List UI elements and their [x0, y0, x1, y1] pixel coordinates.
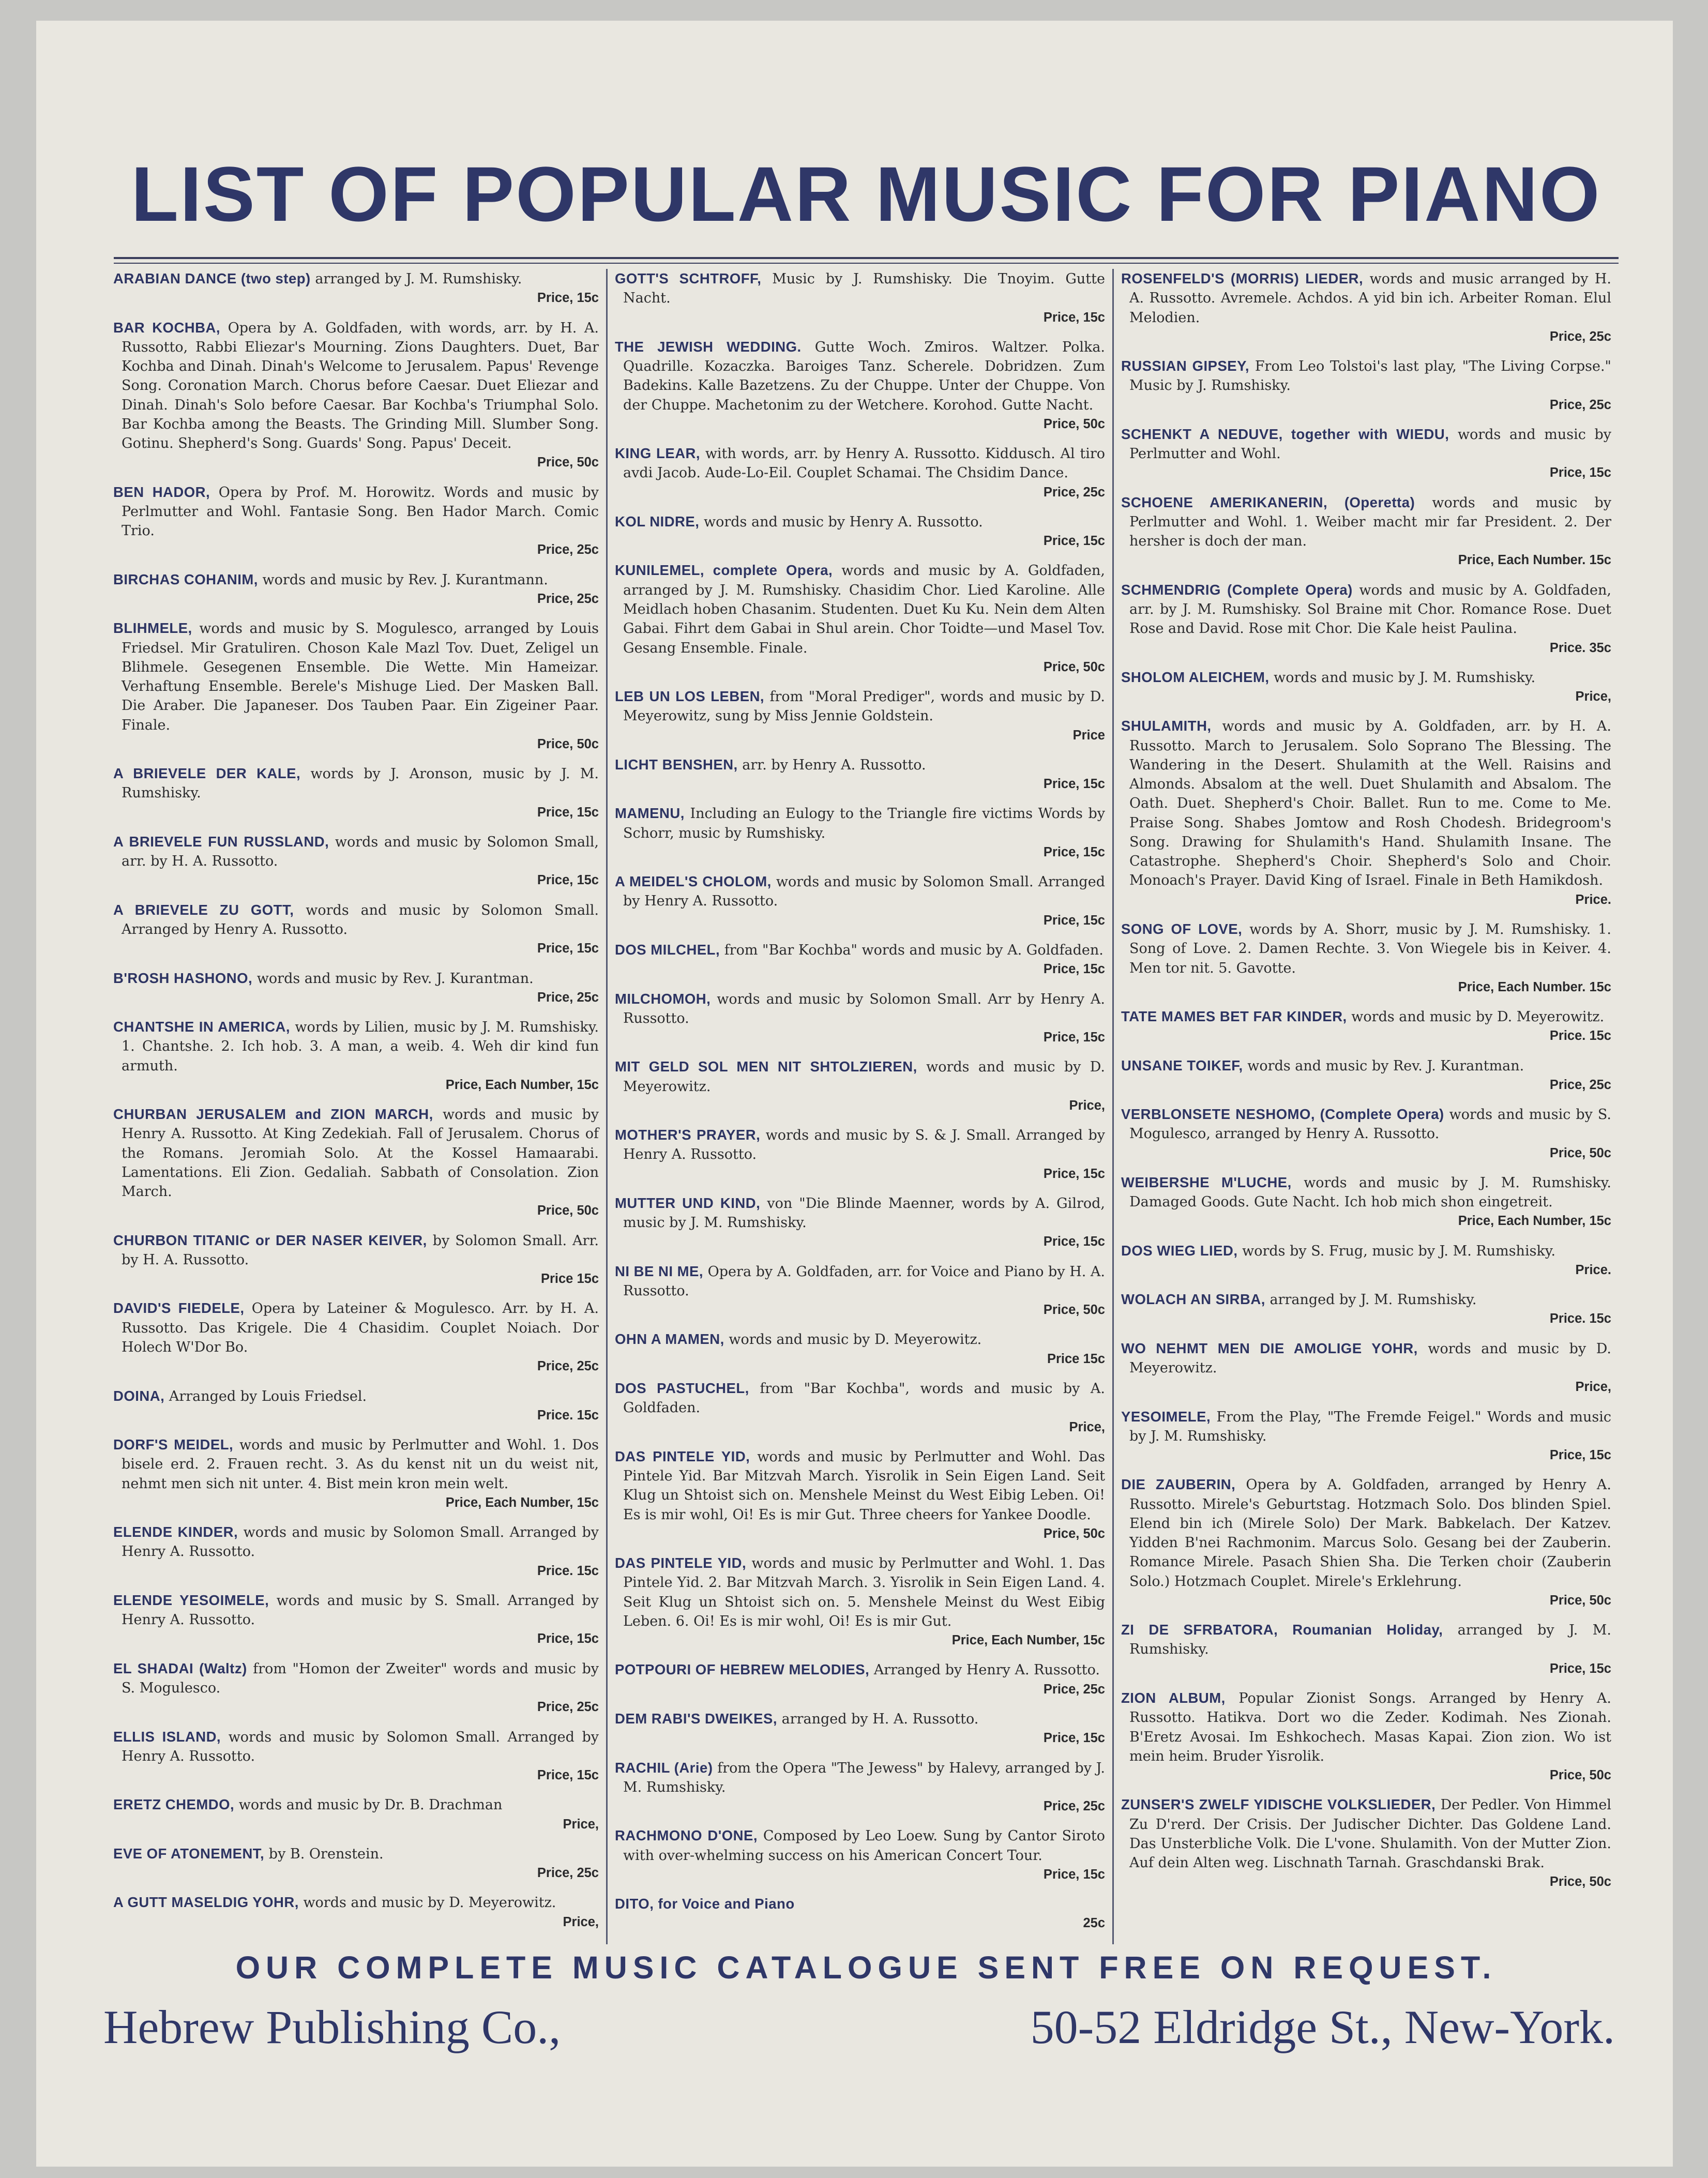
entry-price: Price, 25c: [1043, 1799, 1105, 1814]
entry-description: arr. by Henry A. Russotto.: [742, 757, 926, 773]
entry-price: Price, Each Number. 15c: [1458, 553, 1611, 568]
music-entry: [1121, 919, 1611, 997]
entry-price: Price, Each Number, 15c: [445, 1495, 599, 1510]
entry-price: Price. 15c: [537, 1408, 599, 1423]
music-entry: [615, 1125, 1105, 1184]
entry-description: von "Die Blinde Maenner, words by A. Gilrod, music by J. M. Rumshisky.: [623, 1195, 1105, 1231]
entry-title: MAMENU,: [615, 805, 685, 822]
entry-description: arranged by H. A. Russotto.: [781, 1711, 979, 1727]
entry-price: Price,: [563, 1817, 599, 1832]
entry-price: Price, 25c: [1043, 485, 1105, 500]
music-entry: [1121, 1795, 1611, 1892]
entry-price: Price, 15c: [1043, 1867, 1105, 1882]
entry-title: MILCHOMOH,: [615, 990, 711, 1007]
music-entry: [113, 1795, 599, 1834]
entry-price: Price, 15c: [1043, 844, 1105, 859]
entry-description: words and music by D. Meyerowitz.: [303, 1895, 556, 1911]
entry-description: words and music by A. Goldfaden, arr. by H. A. Russotto. March to Jerusalem. Solo Soprano The Blessing. The Wandering in the Desert. Shulamith at the Well. Raisins and Almonds. Absalom at the well. Duet Shulamith and Absalom. The Oath. Duet. Shepherd's Choir. Ballet. Run to me. Come to Me. Praise Song. Shabes Jomtow and Rosh Chodesh. Bridegroom's Song. Drawing for Shulamith's Hand. Shulamith Insane. The Catastrophe. Shepherd's Choir. Shepherd's Solo and Choir. Monoach's Prayer. David King of Israel. Finale in Beth Hamikdosh.: [1129, 718, 1611, 889]
music-entry: [615, 687, 1105, 745]
music-entry: [113, 1231, 599, 1289]
entry-description: From Leo Tolstoi's last play, "The Living Corpse." Music by J. Rumshisky.: [1129, 358, 1611, 394]
column-1: [106, 269, 606, 1944]
music-entry: [113, 1298, 599, 1376]
entry-title: VERBLONSETE NESHOMO, (Complete Opera): [1121, 1106, 1444, 1123]
music-entry: [113, 1844, 599, 1883]
entry-description: words and music by Solomon Small. Arranged by Henry A. Russotto.: [122, 1524, 599, 1560]
entry-price: Price, 25c: [1549, 329, 1611, 344]
entry-price: Price, 15c: [1549, 465, 1611, 480]
entry-price: Price, Each Number. 15c: [1458, 979, 1611, 994]
entry-description: words and music by D. Meyerowitz.: [729, 1332, 982, 1348]
entry-price: Price, 15c: [1549, 1448, 1611, 1463]
entry-title: EVE OF ATONEMENT,: [113, 1845, 265, 1862]
entry-price: Price, Each Number, 15c: [1458, 1214, 1611, 1229]
entry-title: SCHMENDRIG (Complete Opera): [1121, 581, 1353, 598]
entry-description: words and music by Henry A. Russotto.: [704, 513, 983, 530]
entry-description: Gutte Woch. Zmiros. Waltzer. Polka. Quadrille. Kozaczka. Baroiges Tanz. Scherele. Dobridzen. Zum Badekins. Kalle Bazetzens. Zu der Chuppe. Unter der Chuppe. Von der Chuppe. Machetonim zu der Wetchere. Korohod. Gutte Nacht.: [623, 339, 1105, 413]
entry-title: DEM RABI'S DWEIKES,: [615, 1711, 777, 1727]
entry-title: BEN HADOR,: [113, 483, 210, 500]
entry-description: Opera by Prof. M. Horowitz. Words and music by Perlmutter and Wohl. Fantasie Song. Ben Hador March. Comic Trio.: [122, 484, 599, 539]
entry-description: Including an Eulogy to the Triangle fire victims Words by Schorr, music by Rumshisky.: [623, 806, 1105, 841]
entry-title: DOS PASTUCHEL,: [615, 1380, 749, 1397]
entry-description: Popular Zionist Songs. Arranged by Henry A. Russotto. Hatikva. Dort wo die Zeder. Kodimah. Nes Zionah. B'Eretz Avosai. Im Eshkochech. Masas Kapai. Zion zion. Wo ist mein heim. Bruder Yisrolik.: [1129, 1690, 1611, 1764]
entry-price: Price, 15c: [1043, 1166, 1105, 1181]
entry-price: Price, 25c: [537, 1359, 599, 1374]
entry-title: RACHMONO D'ONE,: [615, 1827, 758, 1844]
entry-price: Price, 25c: [537, 1700, 599, 1715]
music-entry: [1121, 716, 1611, 910]
entry-price: Price, 50c: [1043, 659, 1105, 674]
entry-description: words and music by Perlmutter and Wohl. 1. Das Pintele Yid. 2. Bar Mitzvah March. 3. Yisrolik in Sein Eigen Land. 4. Seit Klug un Shtoist sich on. 5. Menshele Meinst du West Eibig Leben. 6. Oi! Es is mir wohl, Oi! Es is mir Gut.: [623, 1555, 1105, 1629]
entry-price: Price,: [1575, 689, 1611, 704]
entry-description: words and music by Solomon Small. Arr by Henry A. Russotto.: [623, 991, 1105, 1026]
entry-description: words and music by S. Mogulesco, arranged by Louis Friedsel. Mir Gratuliren. Choson Kale Mazl Tov. Duet, Zeligel un Blihmele. Gesegenen Ensemble. Die Wette. Min Hameizar. Verhaftung Ensemble. Berele's Mishuge Lied. Der Masken Ball. Die Araber. Die Japaneser. Dos Tauben Paar. Ein Zigeiner Paar. Finale.: [122, 621, 599, 733]
entry-description: words and music by Rev. J. Kurantman.: [256, 970, 534, 987]
entry-price: Price, 25c: [1549, 1077, 1611, 1092]
music-entry: [615, 1447, 1105, 1544]
entry-title: DOS MILCHEL,: [615, 941, 720, 958]
entry-title: CHURBON TITANIC or DER NASER KEIVER,: [113, 1232, 427, 1248]
music-entry: [113, 1522, 599, 1581]
entry-price: Price, 15c: [537, 291, 599, 306]
music-entry: [615, 512, 1105, 551]
entry-price: Price, 25c: [537, 591, 599, 606]
entry-title: THE JEWISH WEDDING.: [615, 338, 802, 355]
music-entry: [615, 1826, 1105, 1884]
music-entry: [615, 940, 1105, 979]
entry-price: Price, 50c: [1043, 1303, 1105, 1318]
entry-title: ELENDE KINDER,: [113, 1524, 238, 1540]
title-rule-top: [114, 257, 1619, 259]
entry-price: Price, Each Number, 15c: [951, 1633, 1105, 1648]
entry-title: MUTTER UND KIND,: [615, 1194, 761, 1211]
music-entry: [615, 1894, 1105, 1933]
entry-price: Price. 35c: [1549, 640, 1611, 655]
entry-title: ROSENFELD'S (MORRIS) LIEDER,: [1121, 270, 1364, 286]
entry-title: WEIBERSHE M'LUCHE,: [1121, 1174, 1292, 1190]
entry-title: SONG OF LOVE,: [1121, 920, 1243, 937]
entry-title: ZI DE SFRBATORA, Roumanian Holiday,: [1121, 1622, 1443, 1638]
entry-title: A BRIEVELE FUN RUSSLAND,: [113, 833, 329, 850]
entry-title: DOINA,: [113, 1387, 165, 1404]
entry-title: MOTHER'S PRAYER,: [615, 1127, 761, 1143]
entry-title: DAS PINTELE YID,: [615, 1448, 750, 1464]
music-entry: [1121, 1241, 1611, 1280]
entry-title: A MEIDEL'S CHOLOM,: [615, 873, 772, 890]
entry-description: Music by J. Rumshisky. Die Tnoyim. Gutte Nacht.: [623, 271, 1105, 307]
music-entry: [113, 570, 599, 609]
music-entry: [1121, 425, 1611, 483]
publisher-address: 50-52 Eldridge St., New-York.: [1030, 2001, 1615, 2053]
music-entry: [615, 872, 1105, 930]
entry-description: words and music by D. Meyerowitz.: [1351, 1009, 1605, 1025]
entry-title: DORF'S MEIDEL,: [113, 1436, 234, 1453]
entry-title: SCHOENE AMERIKANERIN, (Operetta): [1121, 494, 1415, 510]
entry-title: BLIHMELE,: [113, 620, 192, 637]
entry-title: WOLACH AN SIRBA,: [1121, 1291, 1265, 1308]
entry-title: A BRIEVELE DER KALE,: [113, 765, 301, 782]
entry-description: words and music by Dr. B. Drachman: [238, 1797, 503, 1813]
entry-description: Composed by Leo Loew. Sung by Cantor Siroto with over-whelming success on his American Concert Tour.: [623, 1828, 1105, 1864]
entry-title: DAVID'S FIEDELE,: [113, 1300, 245, 1317]
catalogue-note: OUR COMPLETE MUSIC CATALOGUE SENT FREE ON REQUEST.: [235, 1950, 1497, 1985]
entry-title: DIE ZAUBERIN,: [1121, 1476, 1236, 1493]
music-entry: [113, 1727, 599, 1786]
entry-title: DAS PINTELE YID,: [615, 1555, 747, 1571]
entry-price: Price, 25c: [537, 990, 599, 1005]
entry-description: From the Play, "The Fremde Feigel." Words and music by J. M. Rumshisky.: [1129, 1409, 1611, 1444]
entry-price: Price: [1072, 728, 1105, 743]
music-list-columns: [106, 269, 1619, 1944]
entry-title: DOS WIEG LIED,: [1121, 1242, 1238, 1259]
entry-price: Price, 50c: [1043, 1526, 1105, 1541]
entry-price: Price.: [1575, 1262, 1611, 1277]
music-entry: [615, 989, 1105, 1048]
music-entry: [1121, 580, 1611, 658]
entry-price: Price, 50c: [1549, 1768, 1611, 1783]
music-entry: [113, 1386, 599, 1426]
entry-description: arranged by J. M. Rumshisky.: [1129, 1622, 1611, 1658]
music-entry: [1121, 1290, 1611, 1329]
entry-price: Price, 50c: [1549, 1145, 1611, 1160]
entry-price: Price, 15c: [1043, 1030, 1105, 1045]
music-entry: [1121, 1007, 1611, 1046]
music-entry: [113, 1105, 599, 1221]
entry-title: A GUTT MASELDIG YOHR,: [113, 1894, 299, 1911]
entry-description: Opera by Lateiner & Mogulesco. Arr. by H. A. Russotto. Das Krigele. Die 4 Chasidim. Couplet Noiach. Dor Holech W'Dor Bo.: [122, 1300, 599, 1356]
entry-description: words and music arranged by H. A. Russotto. Avremele. Achdos. A yid bin ich. Arbeiter Roman. Elul Melodien.: [1129, 271, 1611, 326]
entry-price: Price, 50c: [1549, 1593, 1611, 1608]
entry-description: Arranged by Henry A. Russotto.: [873, 1662, 1100, 1678]
entry-price: Price, 50c: [537, 736, 599, 751]
entry-price: Price, Each Number, 15c: [445, 1077, 599, 1092]
entry-description: words and music by S. Mogulesco, arranged by Henry A. Russotto.: [1129, 1107, 1611, 1142]
music-entry: [113, 318, 599, 473]
entry-title: KOL NIDRE,: [615, 513, 700, 530]
music-entry: [615, 1193, 1105, 1252]
music-entry: [113, 764, 599, 822]
entry-description: words and music by Henry A. Russotto. At King Zedekiah. Fall of Jerusalem. Chorus of the Romans. Jeromiah Solo. At the Kossel Hamaarabi. Lamentations. Eli Zion. Gedaliah. Sabbath of Consolation. Zion March.: [122, 1107, 599, 1200]
entry-description: words and music by Solomon Small. Arranged by Henry A. Russotto.: [623, 874, 1105, 910]
music-entry: [615, 1329, 1105, 1369]
entry-price: Price, 15c: [1043, 1731, 1105, 1746]
entry-price: Price. 15c: [1549, 1311, 1611, 1326]
music-entry: [615, 1379, 1105, 1437]
entry-title: BAR KOCHBA,: [113, 319, 221, 336]
entry-description: with words, arr. by Henry A. Russotto. Kiddusch. Al tiro avdi Jacob. Aude-Lo-Eil. Couplet Schamai. The Chsidim Dance.: [623, 446, 1105, 481]
entry-description: words and music by J. M. Rumshisky. Damaged Goods. Gute Nacht. Ich hob mich shon eingetreit.: [1129, 1174, 1611, 1211]
music-entry: [615, 1553, 1105, 1650]
music-entry: [1121, 668, 1611, 707]
entry-title: TATE MAMES BET FAR KINDER,: [1121, 1008, 1347, 1025]
entry-price: Price, 15c: [537, 873, 599, 888]
entry-title: LEB UN LOS LEBEN,: [615, 688, 765, 705]
entry-title: A BRIEVELE ZU GOTT,: [113, 901, 294, 918]
entry-description: words and music by Solomon Small, arr. by H. A. Russotto.: [122, 834, 599, 870]
entry-title: KUNILEMEL, complete Opera,: [615, 562, 833, 579]
music-entry: [1121, 1173, 1611, 1231]
entry-description: arranged by J. M. Rumshisky.: [315, 271, 522, 287]
entry-price: 25c: [1083, 1916, 1105, 1931]
entry-description: words and music by Rev. J. Kurantman.: [1247, 1057, 1524, 1074]
entry-title: DITO, for Voice and Piano: [615, 1896, 795, 1912]
music-entry: [113, 900, 599, 959]
music-entry: [113, 969, 599, 1008]
entry-price: Price, 15c: [537, 1768, 599, 1783]
entry-price: Price,: [1069, 1098, 1105, 1113]
entry-price: Price, 50c: [537, 455, 599, 470]
entry-title: CHURBAN JERUSALEM and ZION MARCH,: [113, 1106, 433, 1123]
entry-description: from "Bar Kochba", words and music by A. Goldfaden.: [623, 1381, 1105, 1416]
column-2: [608, 269, 1112, 1944]
entry-description: words and music by D. Meyerowitz.: [623, 1059, 1105, 1095]
entry-description: words and music by Perlmutter and Wohl. Das Pintele Yid. Bar Mitzvah March. Yisrolik in Sein Eigen Land. Seit Klug un Shtoist sich on. Menshele Meinst du West Eibig Leben. Oi! Es is mir wohl, Oi! Es is mir Gut. Three cheers for Yankee Doodle.: [623, 1448, 1106, 1523]
music-entry: [113, 1659, 599, 1717]
entry-price: Price.: [1575, 892, 1611, 907]
entry-title: GOTT'S SCHTROFF,: [615, 270, 762, 286]
music-entry: [615, 1709, 1105, 1748]
entry-price: Price, 15c: [1043, 310, 1105, 325]
entry-title: ZION ALBUM,: [1121, 1690, 1226, 1706]
music-entry: [113, 1893, 599, 1932]
music-entry: [113, 269, 599, 308]
entry-price: Price, 15c: [1043, 777, 1105, 792]
entry-description: Der Pedler. Von Himmel Zu D'rerd. Der Crisis. Der Judischer Dichter. Das Goldene Land. Das Unsterbliche Volk. Die L'vone. Shulamith. Von der Mutter Zion. Auf dein Alten weg. Lischnath Tarnah. Graschdanski Brak.: [1129, 1797, 1611, 1871]
music-entry: [1121, 1056, 1611, 1095]
publisher-name: Hebrew Publishing Co.,: [103, 2001, 561, 2053]
entry-description: from "Bar Kochba" words and music by A. Goldfaden.: [724, 942, 1104, 958]
entry-description: words and music by Perlmutter and Wohl. 1. Weiber macht mir far President. 2. Der hersher is doch der man.: [1129, 494, 1611, 550]
music-entry: [1121, 1620, 1611, 1678]
entry-title: WO NEHMT MEN DIE AMOLIGE YOHR,: [1121, 1340, 1418, 1356]
entry-description: from "Homon der Zweiter" words and music by S. Mogulesco.: [122, 1660, 599, 1696]
music-entry: [615, 337, 1105, 434]
entry-price: Price, 25c: [537, 542, 599, 557]
entry-description: words by A. Shorr, music by J. M. Rumshisky. 1. Song of Love. 2. Damen Rechte. 3. Von Wiegele bis in Keiver. 4. Men tor nit. 5. Gavotte.: [1129, 921, 1611, 976]
entry-price: Price, 15c: [1043, 962, 1105, 977]
entry-price: Price,: [1575, 1380, 1611, 1395]
music-entry: [615, 1660, 1105, 1699]
music-entry: [615, 444, 1105, 502]
entry-description: words and music by Solomon Small. Arranged by Henry A. Russotto.: [122, 1729, 599, 1764]
music-entry: [615, 561, 1105, 677]
entry-title: EL SHADAI (Waltz): [113, 1660, 247, 1676]
entry-description: words and music by S. & J. Small. Arranged by Henry A. Russotto.: [623, 1127, 1105, 1163]
entry-description: from "Moral Prediger", words and music by D. Meyerowitz, sung by Miss Jennie Goldstein.: [623, 689, 1105, 724]
entry-price: Price, 15c: [1043, 913, 1105, 928]
entry-title: KING LEAR,: [615, 445, 701, 462]
entry-title: POTPOURI OF HEBREW MELODIES,: [615, 1661, 870, 1678]
music-entry: [113, 482, 599, 560]
title-rule-bottom: [114, 263, 1619, 264]
entry-price: Price, 50c: [1043, 416, 1105, 431]
music-entry: [113, 832, 599, 890]
entry-description: words by J. Aronson, music by J. M. Rumshisky.: [122, 766, 599, 801]
music-entry: [113, 1435, 599, 1513]
entry-description: words and music by Perlmutter and Wohl.: [1129, 426, 1611, 462]
entry-price: Price, 15c: [1043, 1234, 1105, 1249]
entry-price: Price, 15c: [1043, 534, 1105, 549]
entry-title: OHN A MAMEN,: [615, 1331, 724, 1348]
entry-title: SCHENKT A NEDUVE, together with WIEDU,: [1121, 426, 1449, 442]
entry-title: B'ROSH HASHONO,: [113, 970, 253, 986]
music-entry: [113, 618, 599, 754]
entry-price: Price. 15c: [537, 1563, 599, 1578]
music-entry: [1121, 356, 1611, 415]
entry-price: Price, 15c: [537, 941, 599, 956]
entry-price: Price,: [1069, 1419, 1105, 1434]
music-entry: [1121, 1105, 1611, 1163]
music-entry: [1121, 493, 1611, 570]
entry-title: ELLIS ISLAND,: [113, 1728, 221, 1745]
page-title: LIST OF POPULAR MUSIC FOR PIANO: [131, 150, 1601, 237]
entry-description: words and music by J. M. Rumshisky.: [1274, 669, 1536, 686]
entry-description: words and music by D. Meyerowitz.: [1129, 1340, 1611, 1377]
entry-title: SHOLOM ALEICHEM,: [1121, 669, 1269, 685]
entry-description: arranged by J. M. Rumshisky.: [1269, 1292, 1477, 1308]
music-entry: [1121, 1475, 1611, 1610]
entry-description: words and music by Rev. J. Kurantmann.: [262, 571, 548, 588]
music-entry: [615, 804, 1105, 862]
entry-title: NI BE NI ME,: [615, 1263, 704, 1279]
music-entry: [1121, 269, 1611, 346]
entry-price: Price, 25c: [1043, 1682, 1105, 1697]
entry-title: RACHIL (Arie): [615, 1759, 713, 1776]
entry-price: Price 15c: [540, 1272, 599, 1287]
entry-title: MIT GELD SOL MEN NIT SHTOLZIEREN,: [615, 1058, 917, 1075]
entry-title: ERETZ CHEMDO,: [113, 1796, 235, 1813]
music-entry: [113, 1017, 599, 1095]
entry-title: CHANTSHE IN AMERICA,: [113, 1019, 291, 1035]
entry-price: Price. 15c: [1549, 1028, 1611, 1043]
entry-title: YESOIMELE,: [1121, 1408, 1211, 1425]
entry-title: LICHT BENSHEN,: [615, 756, 738, 773]
entry-description: words by S. Frug, music by J. M. Rumshisky.: [1242, 1243, 1556, 1259]
music-entry: [1121, 1407, 1611, 1465]
music-entry: [615, 755, 1105, 794]
entry-description: words and music by Solomon Small. Arranged by Henry A. Russotto.: [122, 902, 599, 937]
entry-price: Price, 50c: [537, 1203, 599, 1218]
column-3: [1114, 269, 1619, 1944]
entry-description: words by Lilien, music by J. M. Rumshisky. 1. Chantshe. 2. Ich hob. 3. A man, a weib. 4. Weh dir kind fun armuth.: [122, 1019, 599, 1074]
entry-description: words and music by Perlmutter and Wohl. 1. Dos bisele erd. 2. Frauen recht. 3. As du kenst nit un du weist nit, nehmt men sich nit unter. 4. Bist mein kron mein welt.: [122, 1437, 599, 1492]
music-entry: [1121, 1688, 1611, 1785]
music-entry: [615, 1758, 1105, 1817]
entry-title: UNSANE TOIKEF,: [1121, 1057, 1243, 1073]
entry-price: Price, 15c: [1549, 1661, 1611, 1676]
entry-description: Opera by A. Goldfaden, arranged by Henry A. Russotto. Mirele's Geburtstag. Hotzmach Solo. Dos blinden Spiel. Elend bin ich (Mirele Solo) Der Mark. Babkelach. Der Katzev. Yidden B'nei Rachmonim. Marcus Solo. Gesang bei der Zauberin. Romance Mirele. Pasach Shien Sha. Die Terken choir (Zauberin Solo.) Hotzmach Couplet. Mirele's Erklehrung.: [1129, 1477, 1611, 1590]
entry-title: RUSSIAN GIPSEY,: [1121, 358, 1250, 374]
entry-price: Price, 15c: [537, 1631, 599, 1646]
entry-title: SHULAMITH,: [1121, 718, 1212, 734]
entry-title: ZUNSER'S ZWELF YIDISCHE VOLKSLIEDER,: [1121, 1796, 1436, 1813]
entry-description: words and music by A. Goldfaden, arranged by J. M. Rumshisky. Chasidim Chor. Lied Karoline. Alle Meidlach hoben Chasanim. Studenten. Duet Ku Ku. Nein dem Alten Gabai. Fihrt dem Gabai in Shul arein. Chor Toidte—und Masel Tov. Gesang Ensemble. Finale.: [623, 563, 1105, 656]
entry-price: Price, 50c: [1549, 1874, 1611, 1889]
entry-title: ELENDE YESOIMELE,: [113, 1592, 269, 1608]
entry-price: Price, 25c: [537, 1866, 599, 1881]
music-entry: [615, 1057, 1105, 1115]
music-entry: [615, 269, 1105, 327]
entry-description: words and music by S. Small. Arranged by Henry A. Russotto.: [122, 1592, 599, 1628]
entry-description: words and music by A. Goldfaden, arr. by J. M. Rumshisky. Sol Braine mit Chor. Romance Rose. Duet Rose and David. Rose mit Chor. Die Kale heist Paulina.: [1129, 582, 1612, 637]
entry-price: Price,: [563, 1914, 599, 1929]
entry-price: Price 15c: [1047, 1351, 1105, 1366]
music-entry: [615, 1262, 1105, 1320]
entry-description: from the Opera "The Jewess" by Halevy, arranged by J. M. Rumshisky.: [623, 1760, 1105, 1795]
music-entry: [113, 1591, 599, 1649]
entry-description: by B. Orenstein.: [268, 1846, 384, 1862]
entry-title: BIRCHAS COHANIM,: [113, 571, 258, 587]
entry-title: ARABIAN DANCE (two step): [113, 270, 311, 286]
entry-description: by Solomon Small. Arr. by H. A. Russotto.: [122, 1232, 599, 1268]
music-entry: [1121, 1339, 1611, 1397]
entry-description: Opera by A. Goldfaden, with words, arr. by H. A. Russotto, Rabbi Eliezar's Mourning. Zions Daughters. Duet, Bar Kochba and Dinah. Dinah's Welcome to Jerusalem. Papus' Revenge Song. Coronation March. Chorus before Caesar. Duet Eliezar and Dinah. Dinah's Solo before Caesar. Bar Kochba's Triumphal Solo. Bar Kochba among the Beasts. The Grinding Mill. Slumber Song. Gotinu. Shepherd's Song. Guards' Song. Papus' Deceit.: [122, 320, 599, 452]
entry-description: Opera by A. Goldfaden, arr. for Voice and Piano by H. A. Russotto.: [623, 1263, 1105, 1299]
entry-price: Price, 25c: [1549, 397, 1611, 412]
entry-price: Price, 15c: [537, 805, 599, 820]
entry-description: Arranged by Louis Friedsel.: [169, 1388, 367, 1404]
